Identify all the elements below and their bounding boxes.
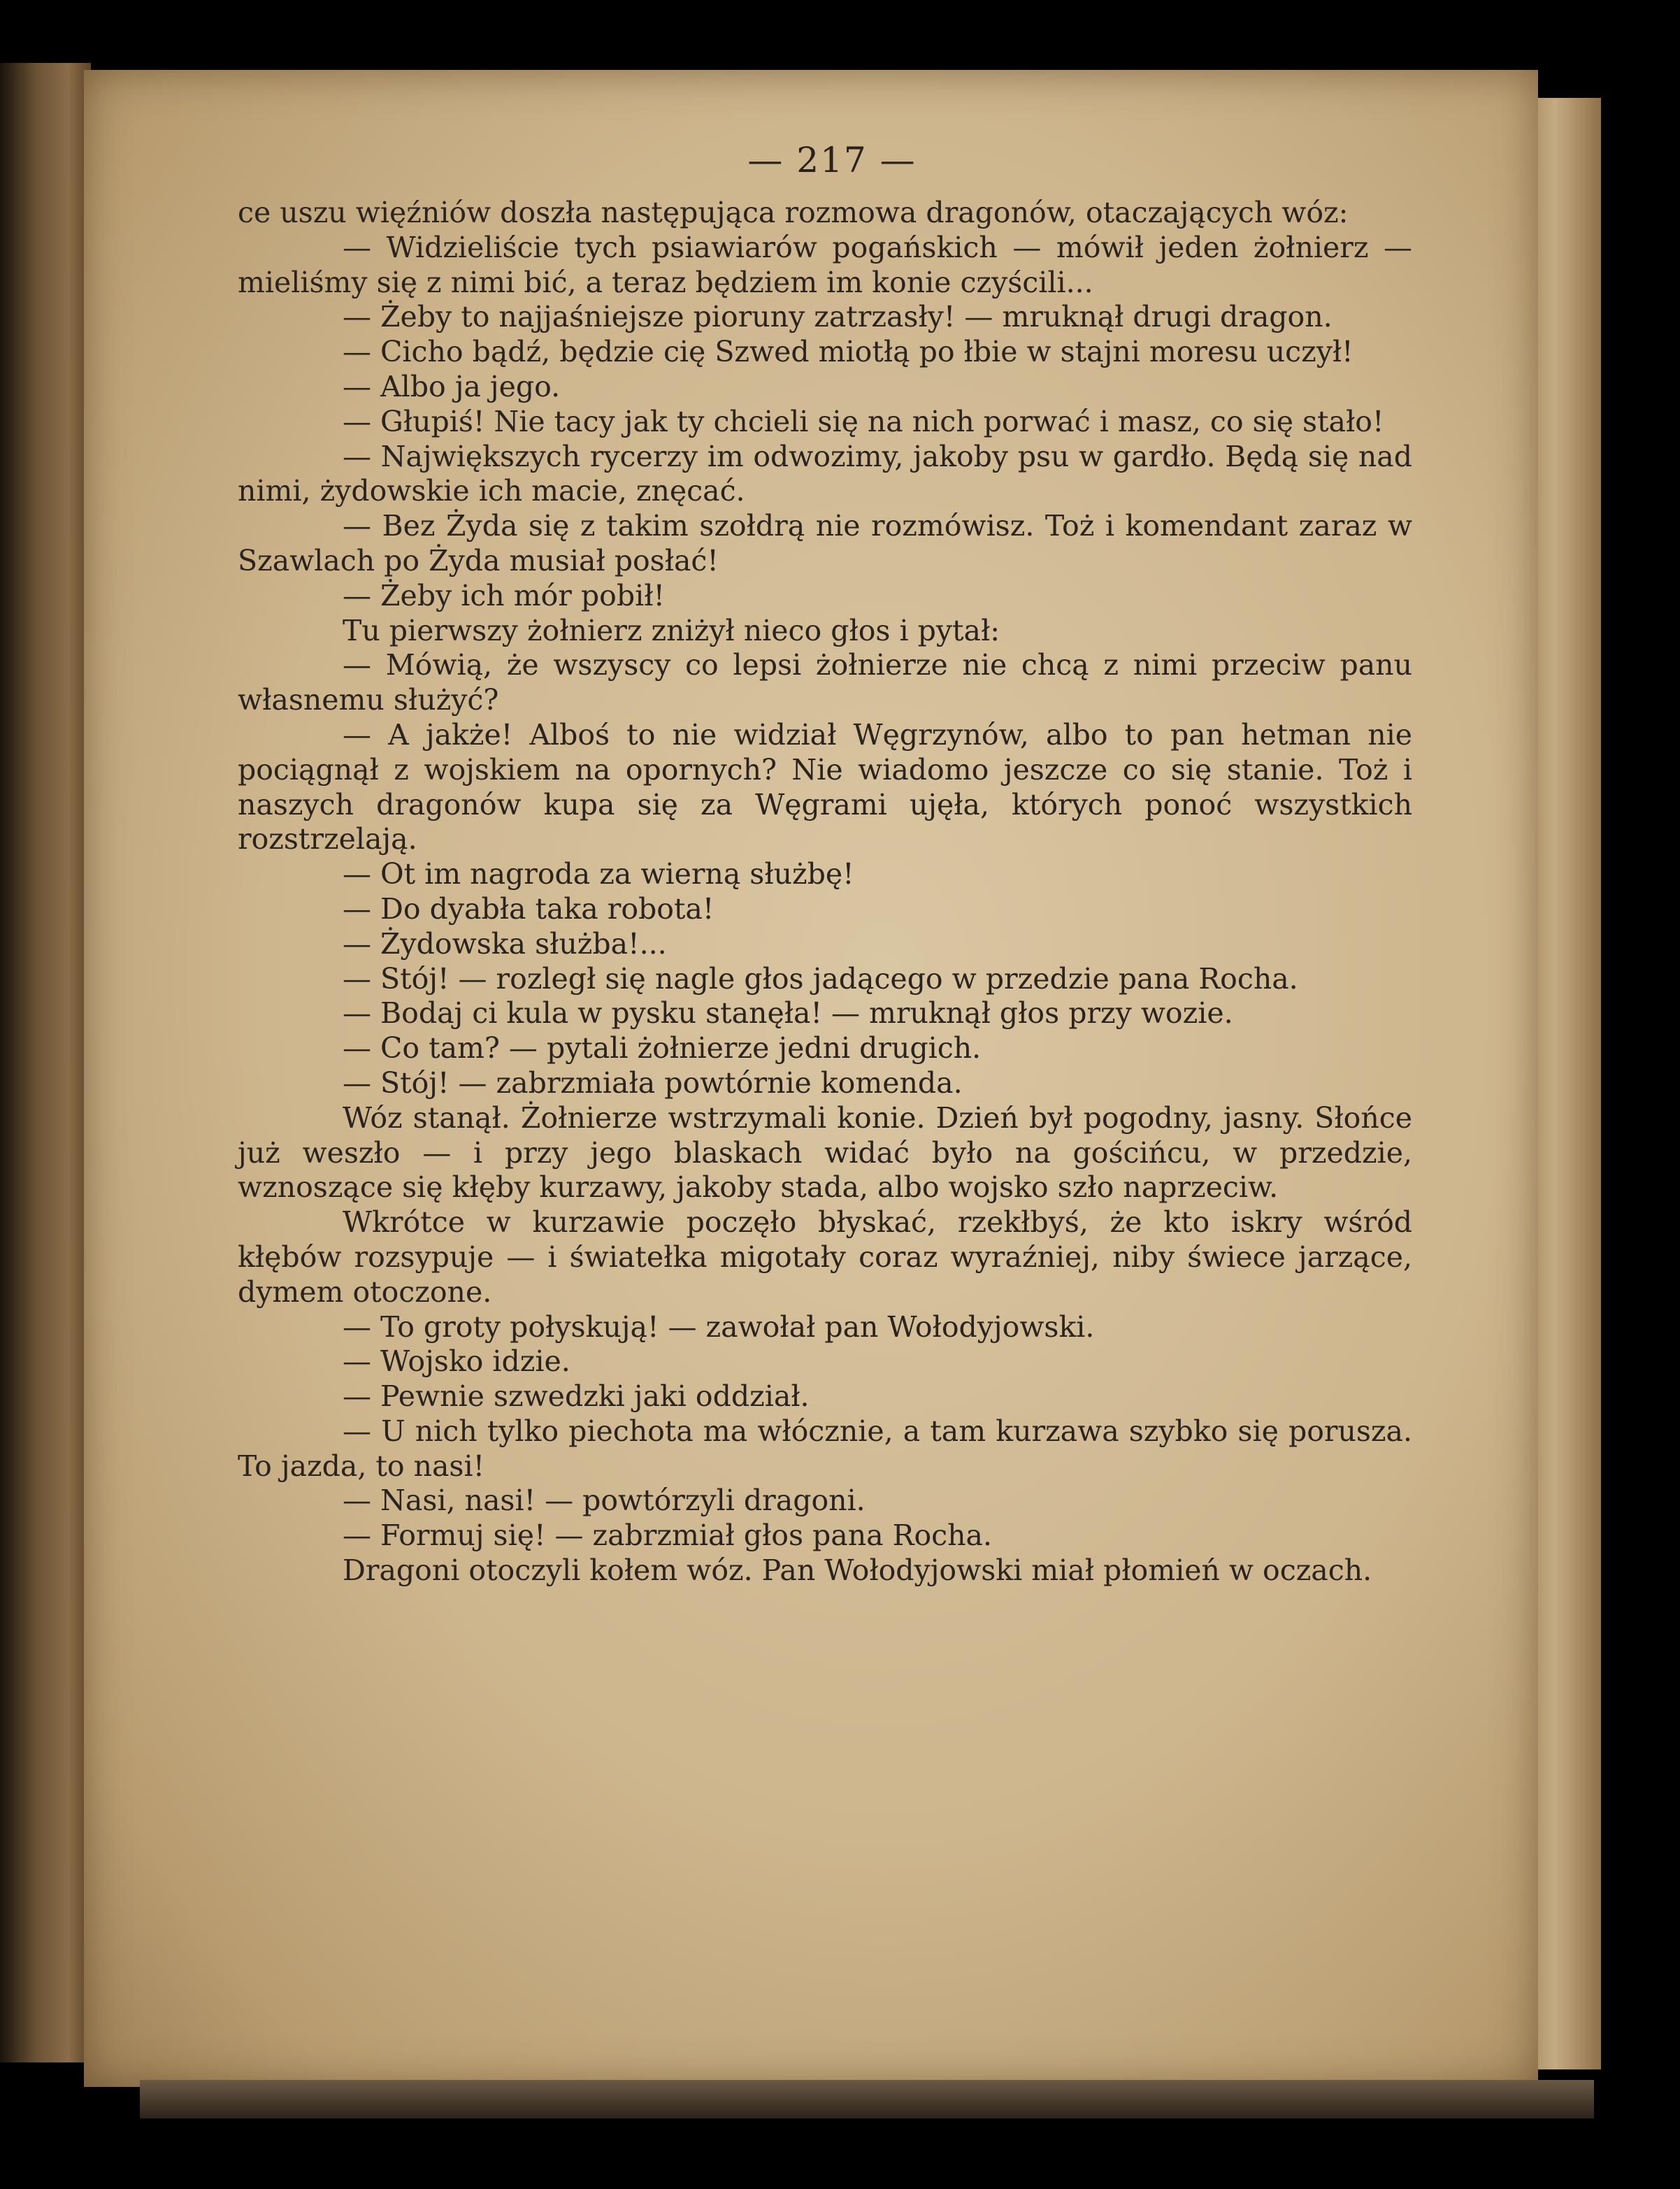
paragraph-15: — Żydowska służba!... [343, 926, 667, 961]
paragraph-17: — Bodaj ci kula w pysku stanęła! — mruknął głos przy wozie. [343, 996, 1233, 1031]
paragraph-25: — U nich tylko piechota ma włócznie, a tam kurzawa szybko się porusza. To jazda, to nasi! [238, 1414, 1412, 1483]
paragraph-23: — Wojsko idzie. [343, 1344, 570, 1379]
page-number: — 217 — [747, 140, 917, 180]
paragraph-10: Tu pierwszy żołnierz zniżył nieco głos i pytał: [343, 613, 1000, 647]
paragraph-11: — Mówią, że wszyscy co lepsi żołnierze nie chcą z nimi przeciw panu własnemu służyć? [238, 648, 1412, 717]
paragraph-1: ce uszu więźniów doszła następująca rozmowa dragonów, otaczających wóz: [238, 196, 1349, 229]
paragraph-26: — Nasi, nasi! — powtórzyli dragoni. [343, 1484, 866, 1518]
paragraph-9: — Żeby ich mór pobił! [343, 578, 665, 612]
paragraph-27: — Formuj się! — zabrzmiał głos pana Rocha. [343, 1519, 993, 1553]
paragraph-16: — Stój! — rozległ się nagle głos jadącego w przedzie pana Rocha. [343, 961, 1298, 996]
paragraph-18: — Co tam? — pytali żołnierze jedni drugich. [343, 1031, 982, 1065]
paragraph-7: — Największych rycerzy im odwozimy, jakoby psu w gardło. Będą się nad nimi, żydowskie ich macie, znęcać. [238, 439, 1412, 508]
paragraph-22: — To groty połyskują! — zawołał pan Wołodyjowski. [343, 1309, 1095, 1344]
paragraph-28: Dragoni otoczyli kołem wóz. Pan Wołodyjowski miał płomień w oczach. [343, 1553, 1372, 1588]
book-spine-left [0, 63, 91, 2062]
paragraph-6: — Głupiś! Nie tacy jak ty chcieli się na nich porwać i masz, co się stało! [343, 404, 1384, 438]
paragraph-8: — Bez Żyda się z takim szołdrą nie rozmówisz. Toż i komendant zaraz w Szawlach po Żyda musiał posłać! [238, 509, 1412, 577]
book-bottom-edge [140, 2080, 1594, 2118]
paragraph-12: — A jakże! Alboś to nie widział Węgrzynów, albo to pan hetman nie pociągnął z wojskiem na opornych? Nie wiadomo jeszcze co się stanie. Toż i naszych dragonów kupa się za Węgrami ujęła, których ponoć wszystkich rozstrzelają. [238, 717, 1412, 856]
paragraph-20: Wóz stanął. Żołnierze wstrzymali konie. Dzień był pogodny, jasny. Słońce już weszło — i przy jego blaskach widać było na gościńcu, w przedzie, wznoszące się kłęby kurzawy, jakoby stada, albo wojsko szło naprzeciw. [238, 1100, 1412, 1205]
paragraph-4: — Cicho bądź, będzie cię Szwed miotłą po łbie w stajni moresu uczył! [343, 335, 1354, 369]
paragraph-2: — Widzieliście tych psiawiarów pogańskich — mówił jeden żołnierz — mieliśmy się z nimi bić, a teraz będziem im konie czyścili... [238, 230, 1412, 299]
paragraph-19: — Stój! — zabrzmiała powtórnie komenda. [343, 1065, 963, 1100]
paragraph-3: — Żeby to najjaśniejsze pioruny zatrzasły! — mruknął drugi dragon. [343, 300, 1333, 334]
paragraph-24: — Pewnie szwedzki jaki oddział. [343, 1379, 810, 1414]
paragraph-21: Wkrótce w kurzawie poczęło błyskać, rzekłbyś, że kto iskry wśród kłębów rozsypuje — i światełka migotały coraz wyraźniej, niby świece jarzące, dymem otoczone. [238, 1205, 1412, 1309]
page-text [238, 196, 1412, 1588]
paragraph-14: — Do dyabła taka robota! [343, 891, 715, 926]
paragraph-13: — Ot im nagroda za wierną służbę! [343, 857, 854, 891]
paragraph-5: — Albo ja jego. [343, 369, 561, 403]
